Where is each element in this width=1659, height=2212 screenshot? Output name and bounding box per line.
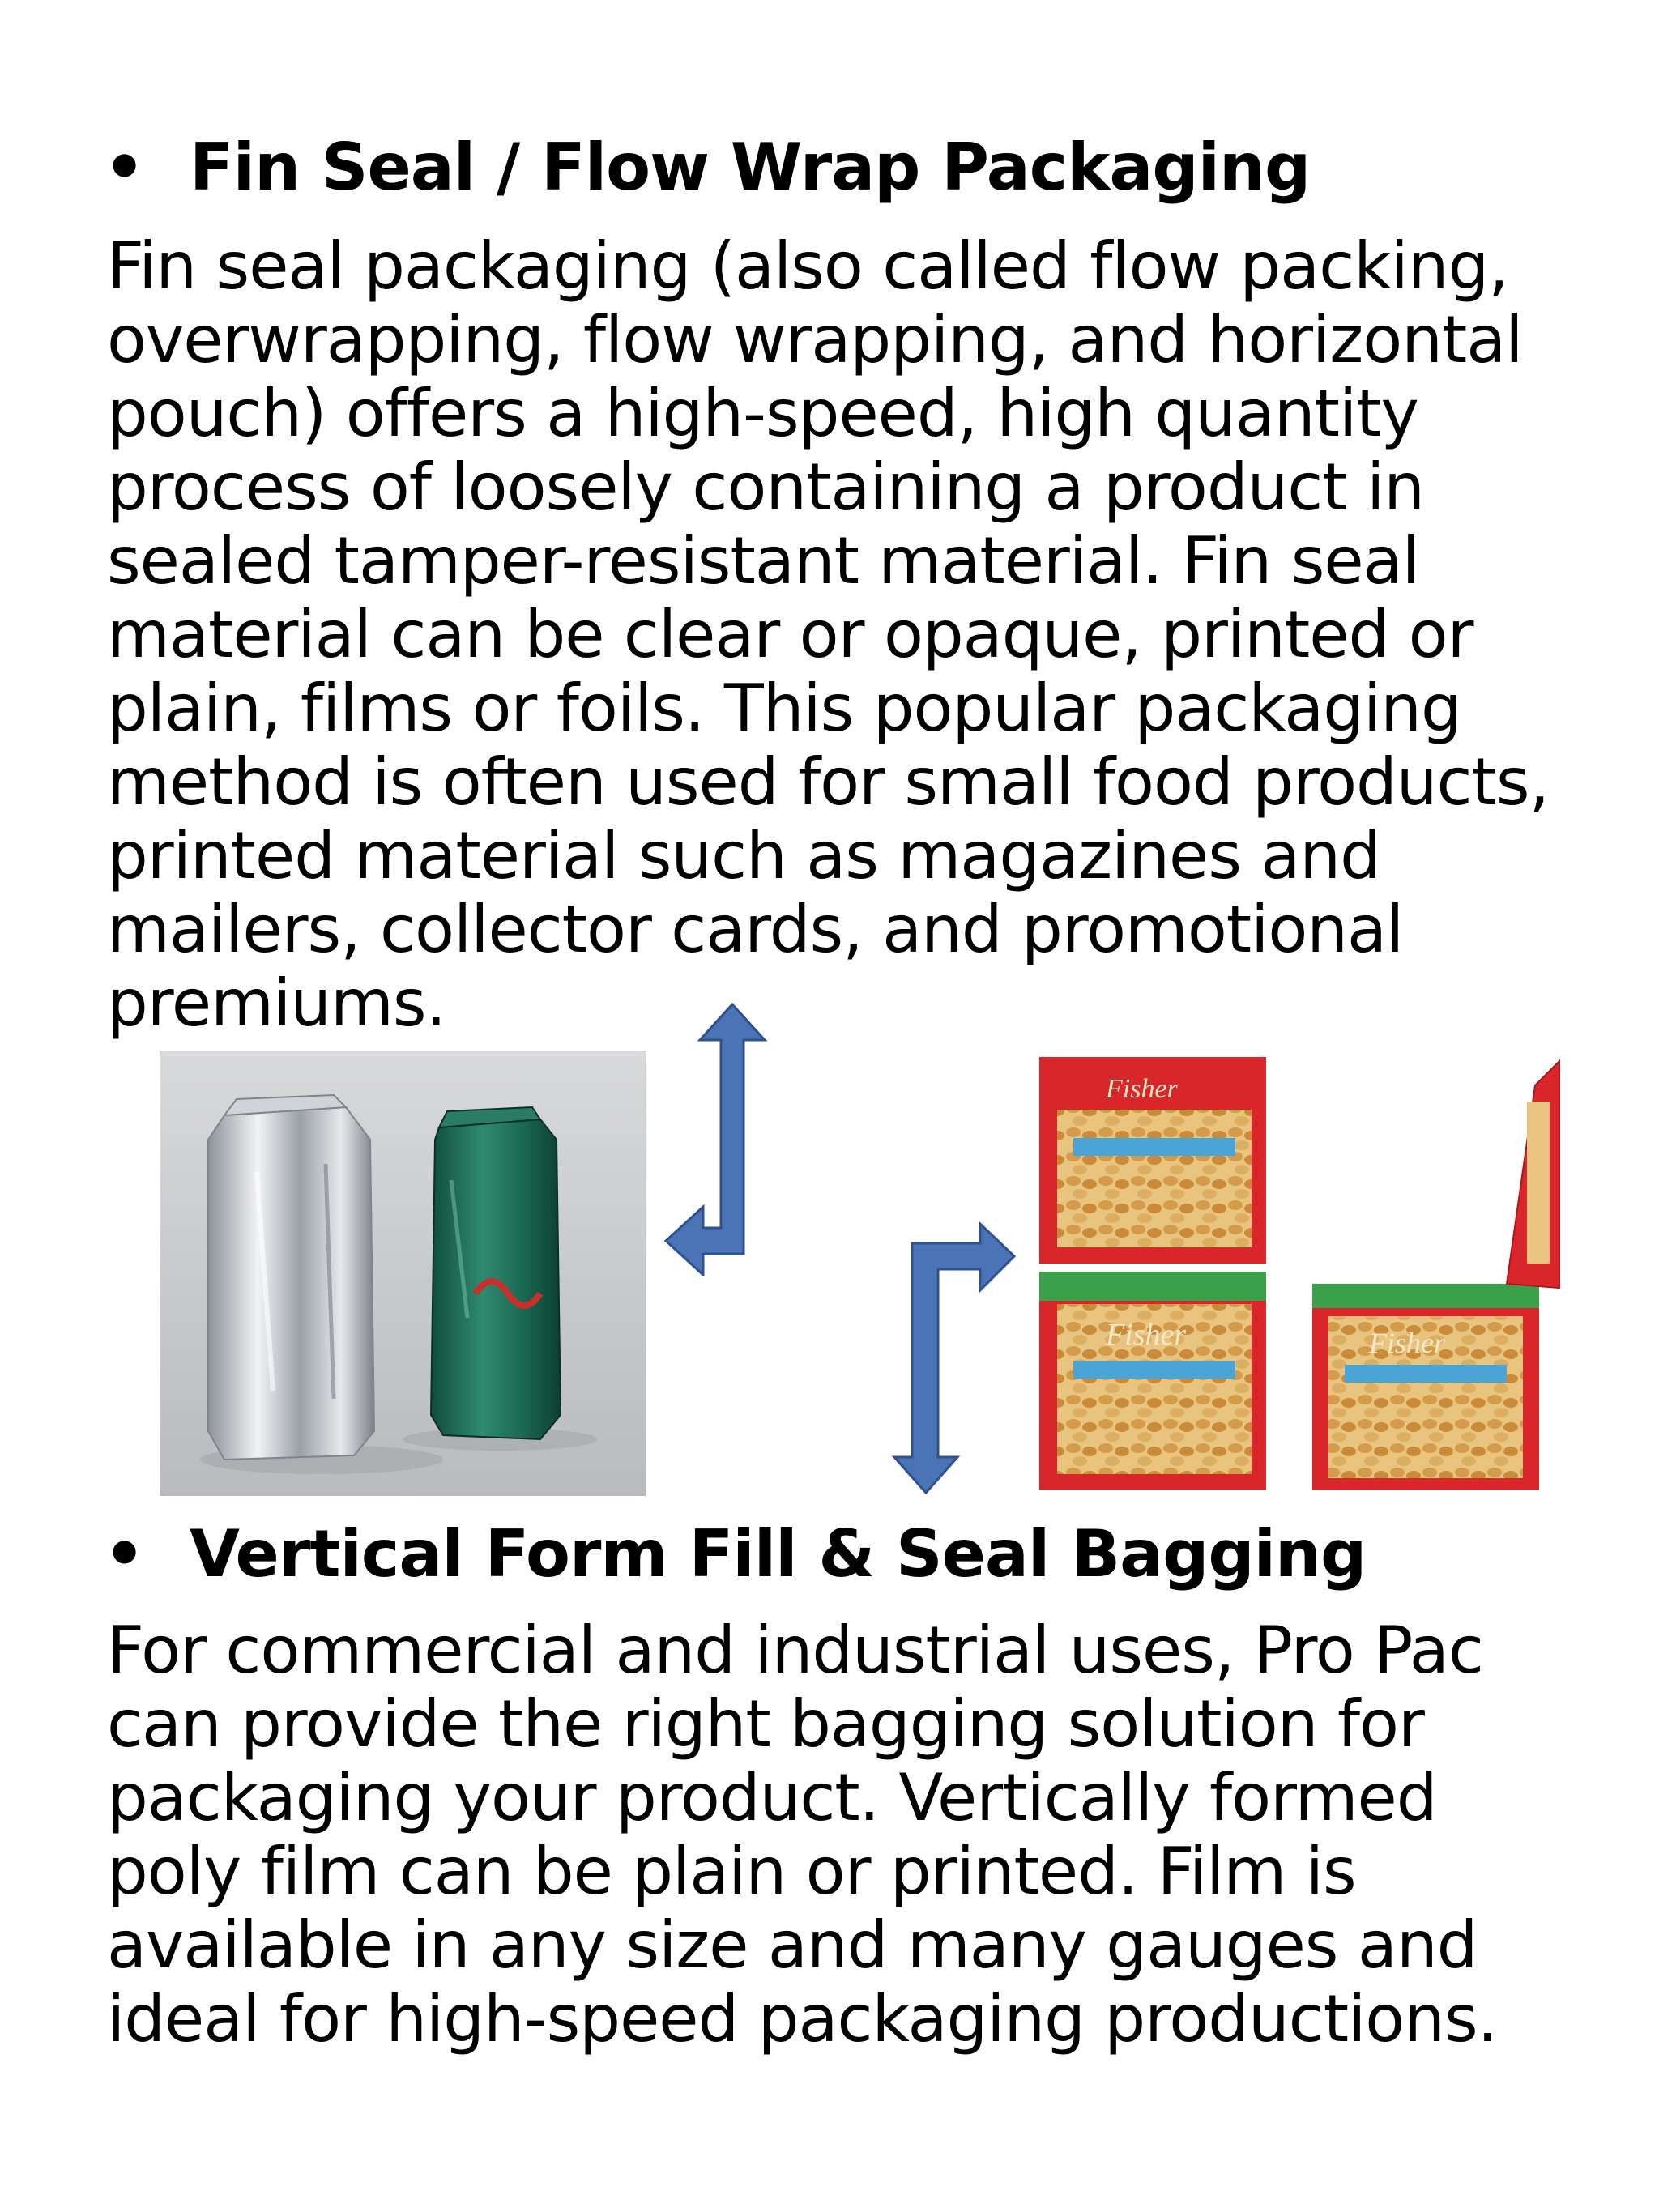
bullet-marker: • <box>104 1516 146 1592</box>
foil-bags-photo <box>160 1051 646 1496</box>
paragraph-vffs: For commercial and industrial uses, Pro Pac can provide the right bagging solution for packaging your product. Vertically formed poly film can be plain or printed. Film is available in any size and many gauges and ideal for high-speed packaging productions. <box>107 1613 1498 2056</box>
svg-text:Fisher: Fisher <box>1369 1327 1445 1359</box>
paragraph-fin-seal: Fin seal packaging (also called flow packing, overwrapping, flow wrapping, and horizontal pouch) offers a high-speed, high quantity process of loosely containing a product in sealed tamper-resistant material. Fin seal material can be clear or opaque, printed or plain, films or foils. This popular packaging method is often used for small food products, printed material such as magazines and mailers, collector cards, and promotional premiums. <box>107 228 1549 1041</box>
svg-text:Fisher: Fisher <box>1106 1318 1187 1352</box>
snack-boxes-photo <box>1033 1053 1563 1494</box>
bullet-item-fin-seal <box>104 130 1310 205</box>
section-heading-fin-seal: Fin Seal / Flow Wrap Packaging <box>190 130 1311 205</box>
bullet-marker: • <box>104 130 146 205</box>
bullet-item-vffs <box>104 1516 1366 1592</box>
section-heading-vffs: Vertical Form Fill & Seal Bagging <box>190 1516 1367 1592</box>
svg-text:Fisher: Fisher <box>1106 1074 1178 1104</box>
bent-arrow-right-down-icon <box>891 1221 1017 1496</box>
bent-arrow-up-left-icon <box>663 1001 768 1276</box>
